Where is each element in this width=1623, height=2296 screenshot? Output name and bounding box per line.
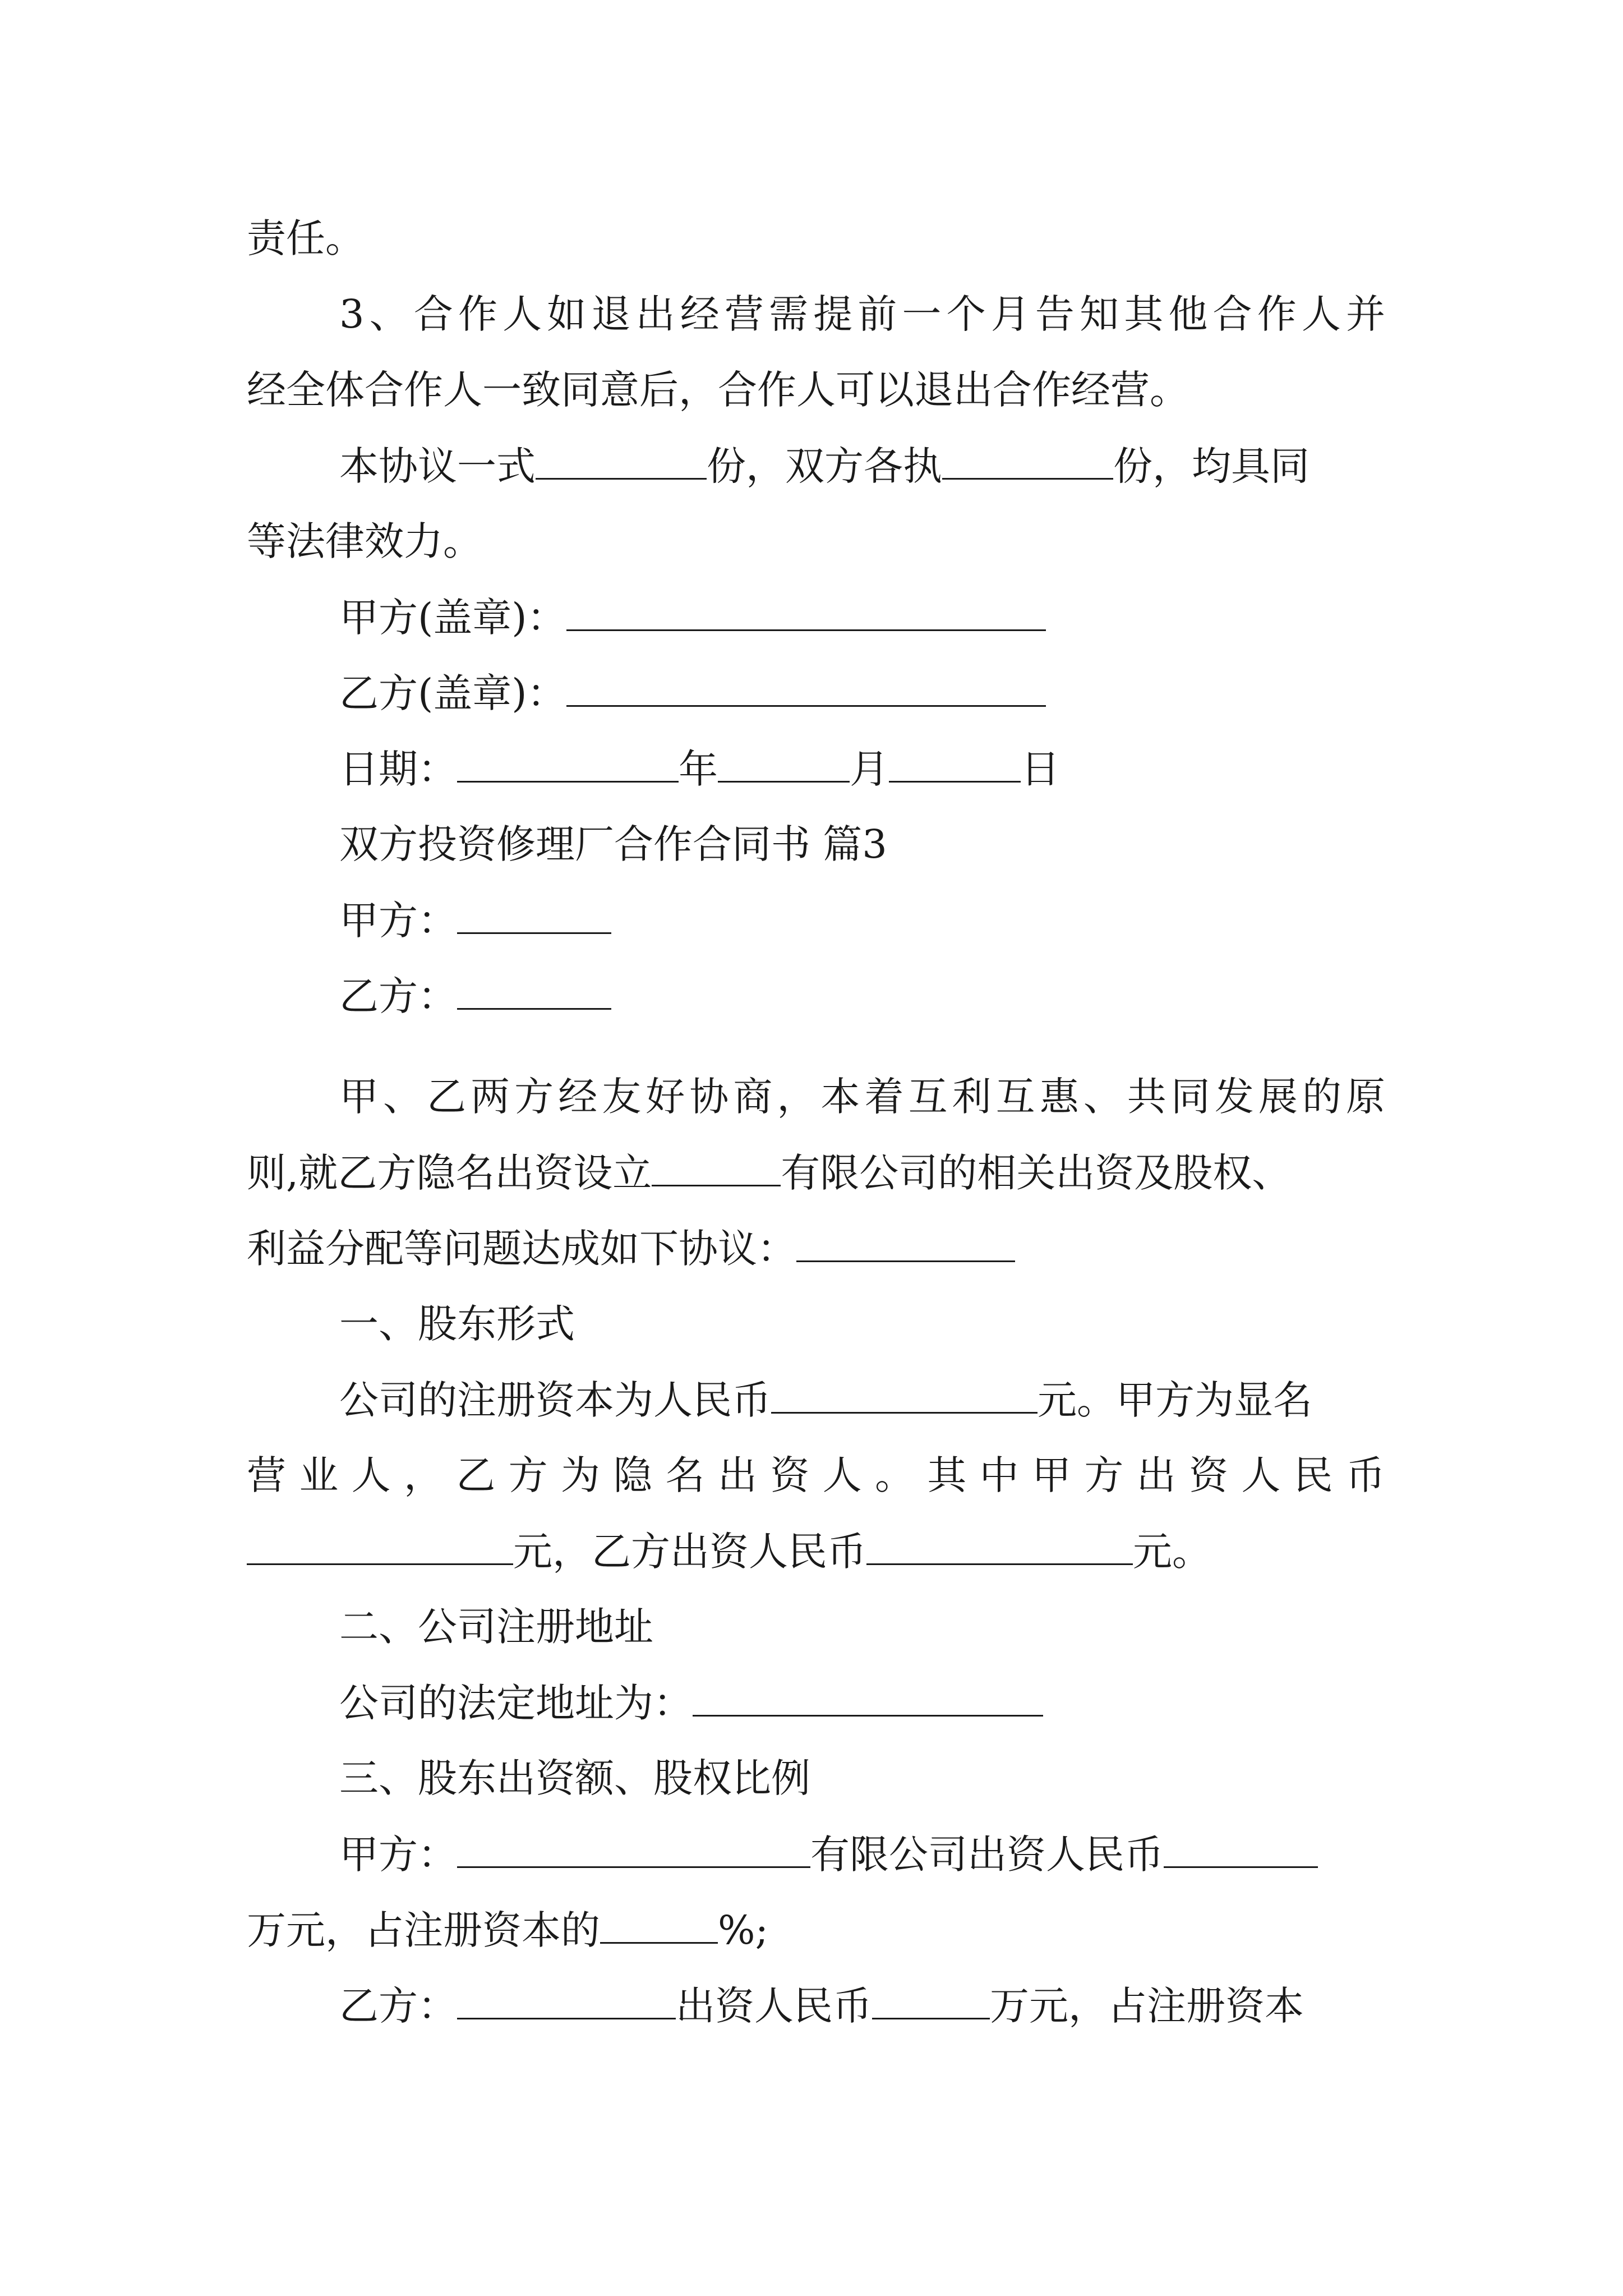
signature-blank: [566, 665, 1046, 707]
paragraph-line: [339, 438, 1385, 494]
fill-blank: [600, 1902, 718, 1944]
paragraph-line: [247, 1902, 1385, 1958]
paragraph-line: [247, 1220, 1385, 1276]
paragraph-line: [339, 589, 1385, 645]
text: 等法律效力。: [247, 518, 482, 564]
fill-blank: [457, 1977, 676, 2019]
paragraph-line: [339, 1372, 1385, 1428]
fill-blank: [866, 1523, 1133, 1565]
text: 本协议一式: [339, 443, 536, 489]
text: 3、合作人如退出经营需提前一个月告知其他合作人并: [339, 291, 1385, 337]
fill-blank: [652, 1144, 781, 1186]
text: 营业人，乙方为隐名出资人。其中甲方出资人民币: [247, 1452, 1385, 1498]
paragraph-line: [247, 513, 1385, 569]
text: 则,就乙方隐名出资设立: [247, 1150, 652, 1196]
text: 利益分配等问题达成如下协议：: [247, 1226, 796, 1272]
text: 一、股东形式: [339, 1301, 575, 1347]
fill-blank: [457, 1826, 810, 1868]
paragraph-line: [339, 1069, 1385, 1125]
section-heading: [339, 1750, 1385, 1806]
fill-blank: [942, 438, 1113, 480]
paragraph-line: [247, 1523, 1385, 1579]
text: 经全体合作人一致同意后，合作人可以退出合作经营。: [247, 367, 1189, 413]
text: 出资人民币: [676, 1983, 872, 2029]
text: 月: [850, 746, 889, 792]
paragraph-line: [339, 286, 1385, 342]
paragraph-line: [247, 1144, 1385, 1200]
fill-blank: [536, 438, 707, 480]
text: 万元，占注册资本的: [247, 1907, 600, 1953]
text: 份，双方各执: [707, 443, 942, 489]
text: 双方投资修理厂合作合同书 篇3: [339, 821, 887, 867]
text: 乙方：: [339, 1983, 457, 2029]
text: 万元，占注册资本: [990, 1983, 1304, 2029]
signature-blank: [566, 589, 1046, 631]
text: 甲方：: [339, 1832, 457, 1878]
text: 乙方：: [339, 973, 457, 1019]
text: 日期：: [339, 746, 457, 792]
text: 乙方(盖章)：: [339, 670, 566, 716]
text: 元。: [1133, 1529, 1211, 1575]
paragraph-line: [339, 665, 1385, 721]
text: 二、公司注册地址: [339, 1604, 653, 1650]
paragraph-line: [339, 1674, 1385, 1731]
fill-blank: [889, 740, 1021, 783]
paragraph-line: [339, 968, 1385, 1024]
text: 公司的注册资本为人民币: [339, 1377, 771, 1423]
paragraph-line: [247, 362, 1385, 418]
text: 甲、乙两方经友好协商，本着互利互惠、共同发展的原: [339, 1074, 1385, 1120]
text: 年: [679, 746, 718, 792]
fill-blank: [718, 740, 850, 783]
fill-blank: [457, 968, 611, 1010]
fill-blank: [247, 1523, 513, 1565]
fill-blank: [457, 740, 679, 783]
paragraph-line: [339, 1977, 1385, 2033]
text: 责任。: [247, 215, 365, 261]
text: 元，乙方出资人民币: [513, 1529, 866, 1575]
text: 有限公司出资人民币: [810, 1832, 1164, 1878]
fill-blank: [1164, 1826, 1318, 1868]
fill-blank: [796, 1220, 1015, 1262]
section-title: [339, 816, 1385, 872]
paragraph-line: [339, 1826, 1385, 1882]
fill-blank: [872, 1977, 990, 2019]
text: 三、股东出资额、股权比例: [339, 1755, 810, 1801]
text: 日: [1021, 746, 1060, 792]
fill-blank: [693, 1674, 1043, 1717]
section-heading: [339, 1599, 1385, 1655]
text: %;: [718, 1907, 769, 1953]
text: 份，均具同: [1113, 443, 1310, 489]
paragraph-line: [339, 740, 1385, 797]
text: 元。甲方为显名: [1038, 1377, 1312, 1423]
section-heading: [339, 1296, 1385, 1352]
fill-blank: [771, 1372, 1038, 1414]
text: 有限公司的相关出资及股权、: [781, 1150, 1292, 1196]
paragraph-line: [339, 892, 1385, 948]
text: 甲方：: [339, 898, 457, 944]
paragraph-line: [247, 210, 1385, 266]
fill-blank: [457, 892, 611, 934]
text: 甲方(盖章)：: [339, 595, 566, 641]
paragraph-line: [247, 1447, 1385, 1503]
text: 公司的法定地址为：: [339, 1680, 693, 1726]
